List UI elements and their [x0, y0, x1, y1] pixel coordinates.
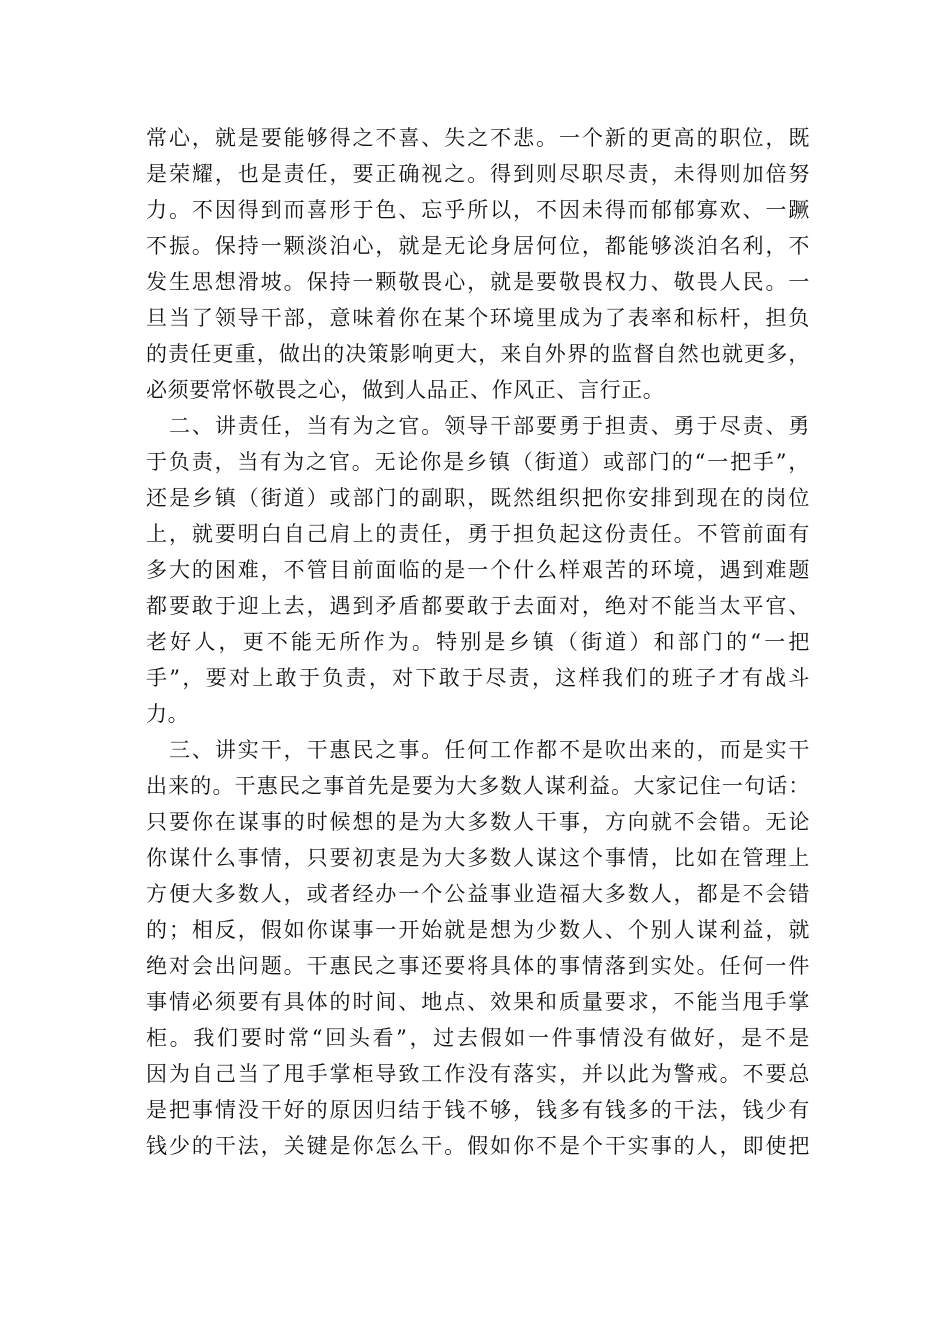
text-line: 都要敢于迎上去，遇到矛盾都要敢于去面对，绝对不能当太平官、	[146, 594, 810, 618]
text-line: 是把事情没干好的原因归结于钱不够，钱多有钱多的干法，钱少有	[146, 1098, 810, 1122]
text-line: 的责任更重，做出的决策影响更大，来自外界的监督自然也就更多，	[146, 342, 810, 366]
text-line: 上，就要明白自己肩上的责任，勇于担负起这份责任。不管前面有	[146, 522, 810, 546]
text-line: 不振。保持一颗淡泊心，就是无论身居何位，都能够淡泊名利，不	[146, 234, 810, 258]
text-line: 旦当了领导干部，意味着你在某个环境里成为了表率和标杆，担负	[146, 306, 810, 330]
text-line: 柜。我们要时常“回头看”，过去假如一件事情没有做好，是不是	[146, 1026, 810, 1050]
text-line: 于负责，当有为之官。无论你是乡镇（街道）或部门的“一把手”，	[146, 450, 810, 474]
text-line: 常心，就是要能够得之不喜、失之不悲。一个新的更高的职位，既	[146, 126, 810, 150]
text-line: 绝对会出问题。干惠民之事还要将具体的事情落到实处。任何一件	[146, 954, 810, 978]
text-line: 三、讲实干，干惠民之事。任何工作都不是吹出来的，而是实干	[146, 738, 810, 762]
text-line: 手”，要对上敢于负责，对下敢于尽责，这样我们的班子才有战斗	[146, 666, 810, 690]
text-line: 事情必须要有具体的时间、地点、效果和质量要求，不能当甩手掌	[146, 990, 810, 1014]
text-line: 的；相反，假如你谋事一开始就是想为少数人、个别人谋利益，就	[146, 918, 810, 942]
text-line: 方便大多数人，或者经办一个公益事业造福大多数人，都是不会错	[146, 882, 810, 906]
text-line: 还是乡镇（街道）或部门的副职，既然组织把你安排到现在的岗位	[146, 486, 810, 510]
text-line: 只要你在谋事的时候想的是为大多数人干事，方向就不会错。无论	[146, 810, 810, 834]
text-line: 多大的困难，不管目前面临的是一个什么样艰苦的环境，遇到难题	[146, 558, 810, 582]
text-line: 力。不因得到而喜形于色、忘乎所以，不因未得而郁郁寡欢、一蹶	[146, 198, 810, 222]
text-line: 出来的。干惠民之事首先是要为大多数人谋利益。大家记住一句话：	[146, 774, 810, 798]
text-line: 你谋什么事情，只要初衷是为大多数人谋这个事情，比如在管理上	[146, 846, 810, 870]
text-line: 因为自己当了甩手掌柜导致工作没有落实，并以此为警戒。不要总	[146, 1062, 810, 1086]
text-line: 老好人，更不能无所作为。特别是乡镇（街道）和部门的“一把	[146, 630, 810, 654]
body-text	[146, 120, 810, 1164]
text-line: 钱少的干法，关键是你怎么干。假如你不是个干实事的人，即使把	[146, 1134, 810, 1158]
text-line: 是荣耀，也是责任，要正确视之。得到则尽职尽责，未得则加倍努	[146, 162, 810, 186]
text-line: 必须要常怀敬畏之心，做到人品正、作风正、言行正。	[146, 378, 665, 402]
text-line: 发生思想滑坡。保持一颗敬畏心，就是要敬畏权力、敬畏人民。一	[146, 270, 810, 294]
text-line: 力。	[146, 702, 190, 726]
text-line: 二、讲责任，当有为之官。领导干部要勇于担责、勇于尽责、勇	[146, 414, 810, 438]
